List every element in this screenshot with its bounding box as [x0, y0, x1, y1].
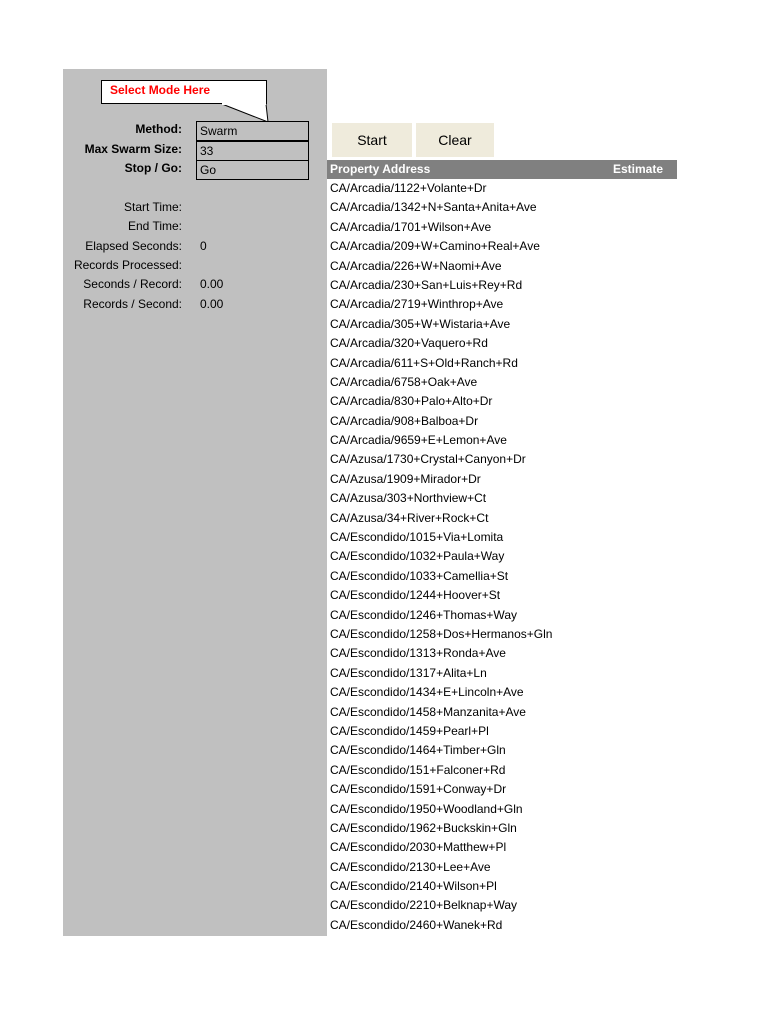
callout-text: Select Mode Here: [110, 83, 211, 97]
table-row: CA/Azusa/1909+Mirador+Dr: [330, 471, 481, 486]
seconds-per-record-label: Seconds / Record:: [83, 277, 182, 291]
table-row: CA/Azusa/34+River+Rock+Ct: [330, 510, 489, 525]
table-row: CA/Arcadia/1701+Wilson+Ave: [330, 219, 492, 234]
stop-go-field[interactable]: Go: [196, 160, 309, 180]
table-row: CA/Escondido/2140+Wilson+Pl: [330, 879, 497, 894]
table-row: CA/Escondido/1459+Pearl+Pl: [330, 723, 489, 738]
table-row: CA/Escondido/1244+Hoover+St: [330, 588, 501, 603]
table-row: CA/Azusa/303+Northview+Ct: [330, 491, 487, 506]
table-row: CA/Escondido/2030+Matthew+Pl: [330, 840, 507, 855]
table-row: CA/Arcadia/830+Palo+Alto+Dr: [330, 394, 493, 409]
table-row: CA/Escondido/1313+Ronda+Ave: [330, 646, 506, 661]
max-swarm-field[interactable]: 33: [196, 141, 309, 161]
table-row: CA/Arcadia/320+Vaquero+Rd: [330, 336, 488, 351]
table-row: CA/Escondido/1033+Camellia+St: [330, 568, 509, 583]
table-row: CA/Arcadia/9659+E+Lemon+Ave: [330, 433, 507, 448]
clear-button[interactable]: Clear: [416, 123, 494, 157]
property-address-header: Property Address: [330, 162, 431, 176]
table-row: CA/Escondido/1458+Manzanita+Ave: [330, 704, 526, 719]
table-row: CA/Arcadia/226+W+Naomi+Ave: [330, 258, 502, 273]
stop-go-label: Stop / Go:: [124, 161, 182, 175]
table-row: CA/Escondido/1962+Buckskin+Gln: [330, 820, 517, 835]
table-row: CA/Arcadia/230+San+Luis+Rey+Rd: [330, 277, 523, 292]
select-mode-callout: [101, 80, 267, 104]
address-list: [330, 179, 677, 935]
max-swarm-label: Max Swarm Size:: [84, 142, 182, 156]
records-processed-label: Records Processed:: [73, 258, 182, 272]
method-field[interactable]: Swarm: [196, 121, 309, 141]
table-row: CA/Escondido/1015+Via+Lomita: [330, 530, 504, 545]
records-per-second-value: 0.00: [200, 297, 224, 311]
table-row: CA/Arcadia/611+S+Old+Ranch+Rd: [330, 355, 518, 370]
table-row: CA/Escondido/2460+Wanek+Rd: [330, 917, 503, 932]
elapsed-seconds-label: Elapsed Seconds:: [85, 239, 182, 253]
table-header: [327, 160, 677, 179]
table-row: CA/Escondido/2210+Belknap+Way: [330, 898, 518, 913]
table-row: CA/Escondido/151+Falconer+Rd: [330, 762, 506, 777]
table-row: CA/Escondido/1317+Alita+Ln: [330, 665, 487, 680]
table-row: CA/Arcadia/1342+N+Santa+Anita+Ave: [330, 200, 537, 215]
table-row: CA/Escondido/1950+Woodland+Gln: [330, 801, 523, 816]
method-label: Method:: [135, 122, 182, 136]
table-row: CA/Escondido/1464+Timber+Gln: [330, 743, 506, 758]
seconds-per-record-value: 0.00: [200, 277, 224, 291]
table-row: CA/Arcadia/209+W+Camino+Real+Ave: [330, 239, 540, 254]
table-row: CA/Arcadia/305+W+Wistaria+Ave: [330, 316, 511, 331]
table-row: CA/Azusa/1730+Crystal+Canyon+Dr: [330, 452, 526, 467]
table-row: CA/Escondido/1258+Dos+Hermanos+Gln: [330, 626, 553, 641]
records-per-second-label: Records / Second:: [83, 297, 182, 311]
table-row: CA/Arcadia/2719+Winthrop+Ave: [330, 297, 504, 312]
start-time-label: Start Time:: [123, 200, 182, 214]
table-row: CA/Escondido/1032+Paula+Way: [330, 549, 505, 564]
table-row: CA/Escondido/1591+Conway+Dr: [330, 782, 507, 797]
table-row: CA/Arcadia/6758+Oak+Ave: [330, 374, 478, 389]
table-row: CA/Arcadia/1122+Volante+Dr: [330, 181, 487, 195]
table-row: CA/Escondido/1246+Thomas+Way: [330, 607, 517, 622]
elapsed-seconds-value: 0: [200, 239, 207, 253]
table-row: CA/Arcadia/908+Balboa+Dr: [330, 413, 479, 428]
end-time-label: End Time:: [127, 219, 182, 233]
control-panel: [63, 69, 327, 936]
estimate-header: Estimate: [613, 162, 664, 176]
table-row: CA/Escondido/1434+E+Lincoln+Ave: [330, 685, 524, 700]
table-row: CA/Escondido/2130+Lee+Ave: [330, 859, 491, 874]
start-button[interactable]: Start: [332, 123, 412, 157]
